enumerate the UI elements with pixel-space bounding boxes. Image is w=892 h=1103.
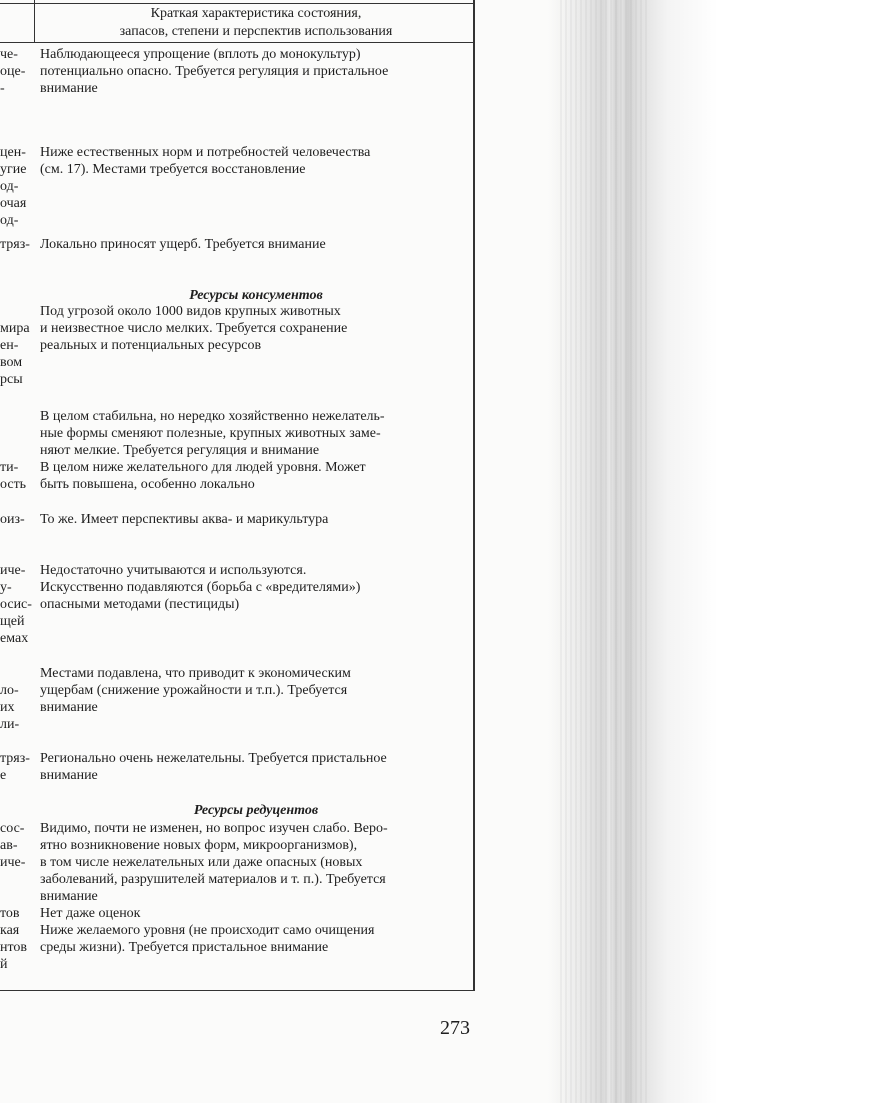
description-line: Локально приносят ущерб. Требуется внимание [40,237,326,252]
description-line: быть повышена, особенно локально [40,477,255,492]
left-fragment: осис- [0,597,32,612]
left-fragment: рсы [0,372,23,387]
table-column-divider [34,0,35,42]
left-fragment: их [0,700,15,715]
left-fragment: угие [0,162,27,177]
left-fragment: оце- [0,64,26,79]
left-fragment: очая [0,196,27,211]
description-line: Ниже желаемого уровня (не происходит само очищения [40,923,375,938]
table-top-rule [0,3,475,4]
left-fragment: ти- [0,460,19,475]
left-fragment: сос- [0,821,25,836]
description-line: няют мелкие. Требуется регуляция и внимание [40,443,320,458]
description-line: реальных и потенциальных ресурсов [40,338,262,353]
left-fragment: иче- [0,855,26,870]
description-line: внимание [40,700,98,715]
description-line: ятно возникновение новых форм, микроорганизмов), [40,838,358,853]
page-number: 273 [440,1017,470,1039]
left-fragment: тов [0,906,20,921]
left-fragment: ав- [0,838,18,853]
left-fragment: ло- [0,683,19,698]
description-line: Искусственно подавляются (борьба с «вредителями») [40,580,361,595]
description-line: Недостаточно учитываются и используются. [40,563,307,578]
left-fragment: кая [0,923,20,938]
description-line: Нет даже оценок [40,906,141,921]
description-line: То же. Имеет перспективы аква- и марикультура [40,512,329,527]
left-fragment: ость [0,477,27,492]
left-fragment: тряз- [0,751,30,766]
description-line: Местами подавлена, что приводит к экономическим [40,666,351,681]
description-line: внимание [40,889,98,904]
description-line: ные формы сменяют полезные, крупных животных заме- [40,426,381,441]
left-fragment: щей [0,614,25,629]
book-gutter-texture [560,0,650,1103]
description-line: В целом стабильна, но нередко хозяйственно нежелатель- [40,409,385,424]
section-heading-consumers: Ресурсы консументов [189,288,323,303]
description-line: Под угрозой около 1000 видов крупных животных [40,304,341,319]
description-line: среды жизни). Требуется пристальное внимание [40,940,329,955]
left-fragment: вом [0,355,23,370]
header-line-1: Краткая характеристика состояния, [150,6,362,21]
left-fragment: цен- [0,145,26,160]
description-line: потенциально опасно. Требуется регуляция и пристальное [40,64,389,79]
table-right-border [473,0,475,990]
left-fragment: од- [0,179,19,194]
description-line: и неизвестное число мелких. Требуется сохранение [40,321,348,336]
description-line: Регионально очень нежелательны. Требуется пристальное [40,751,387,766]
left-fragment: од- [0,213,19,228]
section-heading-reducers: Ресурсы редуцентов [193,803,319,818]
left-fragment: - [0,81,5,96]
description-line: В целом ниже желательного для людей уровня. Может [40,460,366,475]
header-line-2: запасов, степени и перспектив использования [119,24,393,39]
left-fragment: мира [0,321,30,336]
table-header [40,5,472,41]
left-fragment: е [0,768,7,783]
left-fragment: оиз- [0,512,25,527]
left-fragment: й [0,957,8,972]
description-line: (см. 17). Местами требуется восстановление [40,162,306,177]
description-line: внимание [40,768,98,783]
description-line: опасными методами (пестициды) [40,597,240,612]
table-bottom-rule [0,990,475,991]
left-fragment: че- [0,47,18,62]
description-line: внимание [40,81,98,96]
left-fragment: у- [0,580,12,595]
left-fragment: ен- [0,338,19,353]
description-line: ущербам (снижение урожайности и т.п.). Требуется [40,683,348,698]
left-fragment: тряз- [0,237,30,252]
description-line: Наблюдающееся упрощение (вплоть до монокультур) [40,47,361,62]
left-fragment: нтов [0,940,28,955]
description-line: в том числе нежелательных или даже опасных (новых [40,855,363,870]
left-fragment: ли- [0,717,20,732]
left-fragment: иче- [0,563,26,578]
left-fragment: емах [0,631,29,646]
description-line: заболеваний, разрушителей материалов и т. п.). Требуется [40,872,386,887]
description-line: Ниже естественных норм и потребностей человечества [40,145,371,160]
table-header-rule [0,42,475,43]
description-line: Видимо, почти не изменен, но вопрос изучен слабо. Веро- [40,821,388,836]
